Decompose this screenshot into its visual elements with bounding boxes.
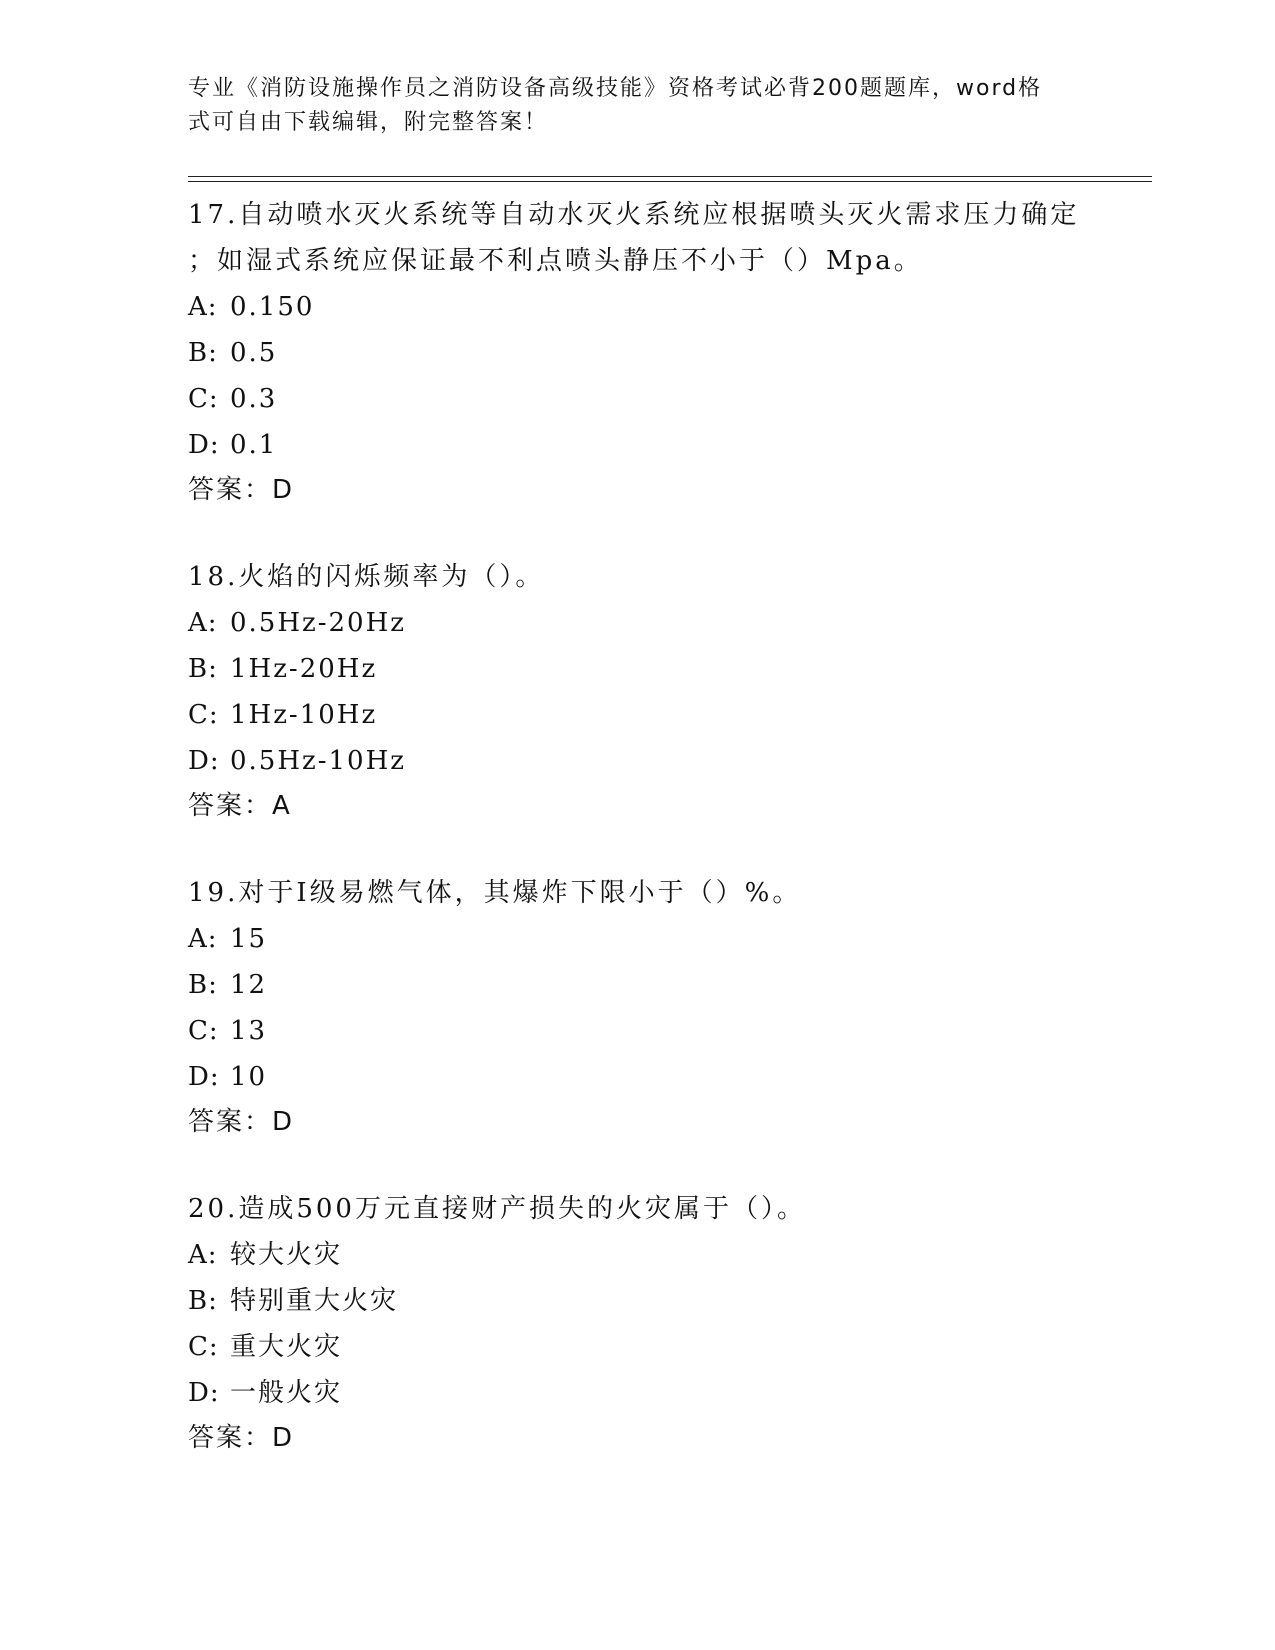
- option-letter: A:: [188, 608, 218, 638]
- option-letter: D:: [188, 746, 220, 776]
- option-text: 0.1: [230, 430, 278, 460]
- option-d: [188, 738, 1088, 784]
- option-letter: B:: [188, 1286, 218, 1316]
- option-letter: B:: [188, 654, 218, 684]
- question-17: [188, 192, 1088, 512]
- option-text: 0.5: [230, 338, 278, 368]
- option-letter: A:: [188, 292, 218, 322]
- option-c: [188, 1324, 1088, 1370]
- question-stem-line-1: 17.自动喷水灭火系统等自动水灭火系统应根据喷头灭火需求压力确定: [188, 200, 1080, 230]
- option-b: [188, 330, 1088, 376]
- question-18: [188, 554, 1088, 828]
- option-letter: A:: [188, 1240, 218, 1270]
- option-a: [188, 284, 1088, 330]
- option-text: 1Hz-20Hz: [230, 654, 378, 684]
- question-stem-line-1: 20.造成500万元直接财产损失的火灾属于（）。: [188, 1194, 806, 1224]
- option-letter: C:: [188, 700, 219, 730]
- option-b: [188, 646, 1088, 692]
- question-19: [188, 870, 1088, 1144]
- question-stem-line-1: 18.火焰的闪烁频率为（）。: [188, 562, 545, 592]
- option-letter: D:: [188, 1378, 220, 1408]
- option-text: 1Hz-10Hz: [230, 700, 378, 730]
- option-text: 较大火灾: [230, 1240, 343, 1270]
- option-d: [188, 1054, 1088, 1100]
- option-text: 0.5Hz-20Hz: [230, 608, 406, 638]
- option-c: [188, 376, 1088, 422]
- option-text: 12: [230, 970, 268, 1000]
- header-divider-top: [188, 176, 1152, 177]
- option-letter: C:: [188, 384, 219, 414]
- option-c: [188, 1008, 1088, 1054]
- option-letter: A:: [188, 924, 218, 954]
- option-text: 10: [230, 1062, 268, 1092]
- document-header: [188, 72, 1068, 140]
- option-letter: D:: [188, 430, 220, 460]
- option-a: [188, 600, 1088, 646]
- question-list: [188, 192, 1088, 1460]
- option-text: 重大火灾: [230, 1332, 343, 1362]
- option-text: 0.5Hz-10Hz: [230, 746, 406, 776]
- option-letter: D:: [188, 1062, 220, 1092]
- answer-line: 答案：D: [188, 475, 295, 505]
- question-stem-line-1: 19.对于Ⅰ级易燃气体，其爆炸下限小于（）%。: [188, 878, 802, 908]
- option-b: [188, 962, 1088, 1008]
- option-text: 特别重大火灾: [230, 1286, 399, 1316]
- option-letter: C:: [188, 1332, 219, 1362]
- answer-line: 答案：D: [188, 1107, 295, 1137]
- option-b: [188, 1278, 1088, 1324]
- option-text: 一般火灾: [230, 1378, 343, 1408]
- option-text: 0.150: [230, 292, 315, 322]
- option-d: [188, 1370, 1088, 1416]
- option-a: [188, 916, 1088, 962]
- header-line-1: 专业《消防设施操作员之消防设备高级技能》资格考试必背200题题库，word格: [188, 76, 1043, 101]
- option-letter: B:: [188, 970, 218, 1000]
- option-d: [188, 422, 1088, 468]
- answer-line: 答案：A: [188, 791, 292, 821]
- option-text: 0.3: [230, 384, 278, 414]
- question-20: [188, 1186, 1088, 1460]
- option-text: 13: [230, 1016, 268, 1046]
- option-letter: B:: [188, 338, 218, 368]
- option-letter: C:: [188, 1016, 219, 1046]
- header-divider-bottom: [188, 181, 1152, 182]
- header-line-2: 式可自由下载编辑，附完整答案！: [188, 110, 549, 135]
- option-a: [188, 1232, 1088, 1278]
- option-text: 15: [230, 924, 268, 954]
- option-c: [188, 692, 1088, 738]
- question-stem-line-2: ；如湿式系统应保证最不利点喷头静压不小于（）Mpa。: [188, 246, 923, 276]
- answer-line: 答案：D: [188, 1423, 295, 1453]
